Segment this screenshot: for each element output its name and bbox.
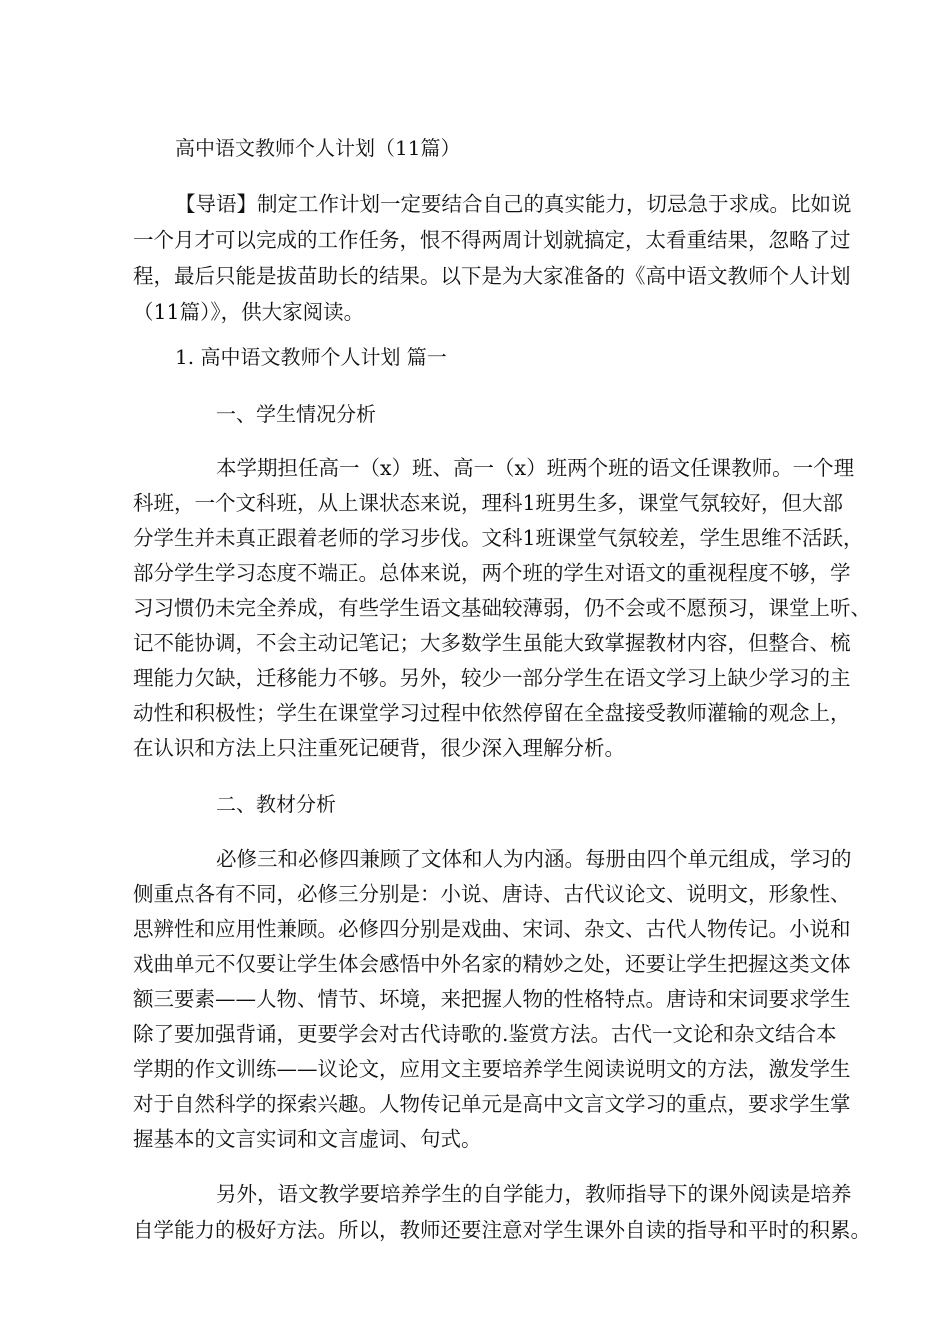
paragraph-line: 部分学生学习态度不端正。总体来说，两个班的学生对语文的重视程度不够，学 [133,561,851,585]
paragraph-line: 学期的作文训练——议论文，应用文主要培养学生阅读说明文的方法，激发学生 [133,1057,851,1081]
section-heading: 一、学生情况分析 [216,402,376,426]
article-heading: 1. 高中语文教师个人计划 篇一 [175,345,447,369]
intro-line: 一个月才可以完成的工作任务，恨不得两周计划就搞定，太看重结果，忽略了过 [133,228,851,252]
paragraph-line: 侧重点各有不同，必修三分别是：小说、唐诗、古代议论文、说明文，形象性、 [133,882,851,906]
intro-line: 【导语】制定工作计划一定要结合自己的真实能力，切忌急于求成。比如说 [175,192,852,216]
paragraph-line: 本学期担任高一（x）班、高一（x）班两个班的语文任课教师。一个理 [216,456,855,480]
paragraph-line: 思辨性和应用性兼顾。必修四分别是戏曲、宋词、杂文、古代人物传记。小说和 [133,917,851,941]
document-title: 高中语文教师个人计划（11篇） [175,136,461,160]
paragraph-line: 科班，一个文科班，从上课状态来说，理科1班男生多，课堂气氛较好，但大部 [133,491,844,515]
paragraph-line: 动性和积极性；学生在课堂学习过程中依然停留在全盘接受教师灌输的观念上， [133,701,851,725]
intro-line: （11篇）》，供大家阅读。 [133,300,365,324]
paragraph-line: 对于自然科学的探索兴趣。人物传记单元是高中文言文学习的重点，要求学生掌 [133,1092,851,1116]
paragraph-line: 记不能协调，不会主动记笔记；大多数学生虽能大致掌握教材内容，但整合、梳 [133,631,851,655]
paragraph-line: 握基本的文言实词和文言虚词、句式。 [133,1127,482,1151]
section-heading: 二、教材分析 [216,792,336,816]
paragraph-line: 额三要素——人物、情节、坏境，来把握人物的性格特点。唐诗和宋词要求学生 [133,987,851,1011]
paragraph-line: 习习惯仍未完全养成，有些学生语文基础较薄弱，仍不会或不愿预习，课堂上听、 [133,596,871,620]
paragraph-line: 理能力欠缺，迁移能力不够。另外，较少一部分学生在语文学习上缺少学习的主 [133,666,851,690]
paragraph-line: 必修三和必修四兼顾了文体和人为内涵。每册由四个单元组成，学习的 [216,847,852,871]
paragraph-line: 戏曲单元不仅要让学生体会感悟中外名家的精妙之处，还要让学生把握这类文体 [133,952,851,976]
paragraph-line: 除了要加强背诵，更要学会对古代诗歌的.鉴赏方法。古代一文论和杂文结合本 [133,1022,837,1046]
paragraph-line: 在认识和方法上只注重死记硬背，很少深入理解分析。 [133,736,625,760]
intro-line: 程，最后只能是拔苗助长的结果。以下是为大家准备的《高中语文教师个人计划 [133,264,851,288]
paragraph-line: 分学生并未真正跟着老师的学习步伐。文科1班课堂气氛较差，学生思维不活跃， [133,526,864,550]
paragraph-line: 自学能力的极好方法。所以，教师还要注意对学生课外自读的指导和平时的积累。 [133,1218,871,1242]
paragraph-line: 另外，语文教学要培养学生的自学能力，教师指导下的课外阅读是培养 [216,1182,852,1206]
